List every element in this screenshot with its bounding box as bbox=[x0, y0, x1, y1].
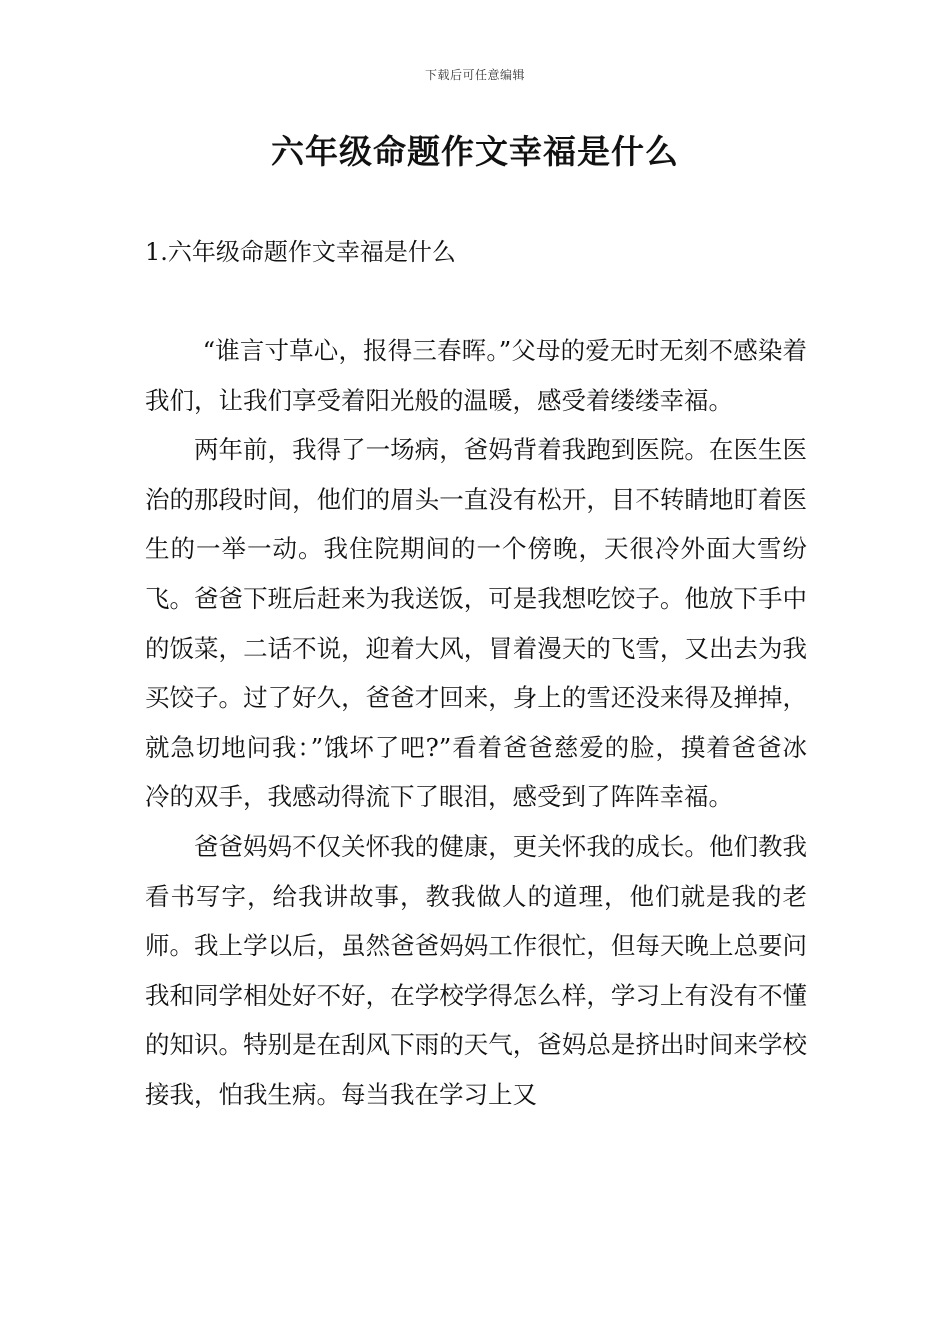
paragraph-3: 爸爸妈妈不仅关怀我的健康，更关怀我的成长。他们教我看书写字，给我讲故事，教我做人的道理，他们就是我的老师。我上学以后，虽然爸爸妈妈工作很忙，但每天晚上总要问我和同学相处好不好，在学校学得怎么样，学习上有没有不懂的知识。特别是在刮风下雨的天气，爸妈总是挤出时间来学校接我，怕我生病。每当我在学习上又 bbox=[145, 831, 807, 1109]
document-title: 六年级命题作文幸福是什么 bbox=[271, 132, 679, 171]
paragraph-1: “谁言寸草心，报得三春晖。”父母的爱无时无刻不感染着我们，让我们享受着阳光般的温暖，感受着缕缕幸福。 bbox=[145, 336, 807, 415]
section-heading: 1.六年级命题作文幸福是什么 bbox=[145, 238, 456, 266]
document-body bbox=[145, 326, 807, 1120]
paragraph-2: 两年前，我得了一场病，爸妈背着我跑到医院。在医生医治的那段时间，他们的眉头一直没有松开，目不转睛地盯着医生的一举一动。我住院期间的一个傍晚，天很冷外面大雪纷飞。爸爸下班后赶来为我送饭，可是我想吃饺子。他放下手中的饭菜，二话不说，迎着大风，冒着漫天的飞雪，又出去为我买饺子。过了好久，爸爸才回来，身上的雪还没来得及掸掉，就急切地问我：”饿坏了吧?”看着爸爸慈爱的脸，摸着爸爸冰冷的双手，我感动得流下了眼泪，感受到了阵阵幸福。 bbox=[145, 435, 807, 812]
header-note: 下载后可任意编辑 bbox=[424, 68, 525, 82]
